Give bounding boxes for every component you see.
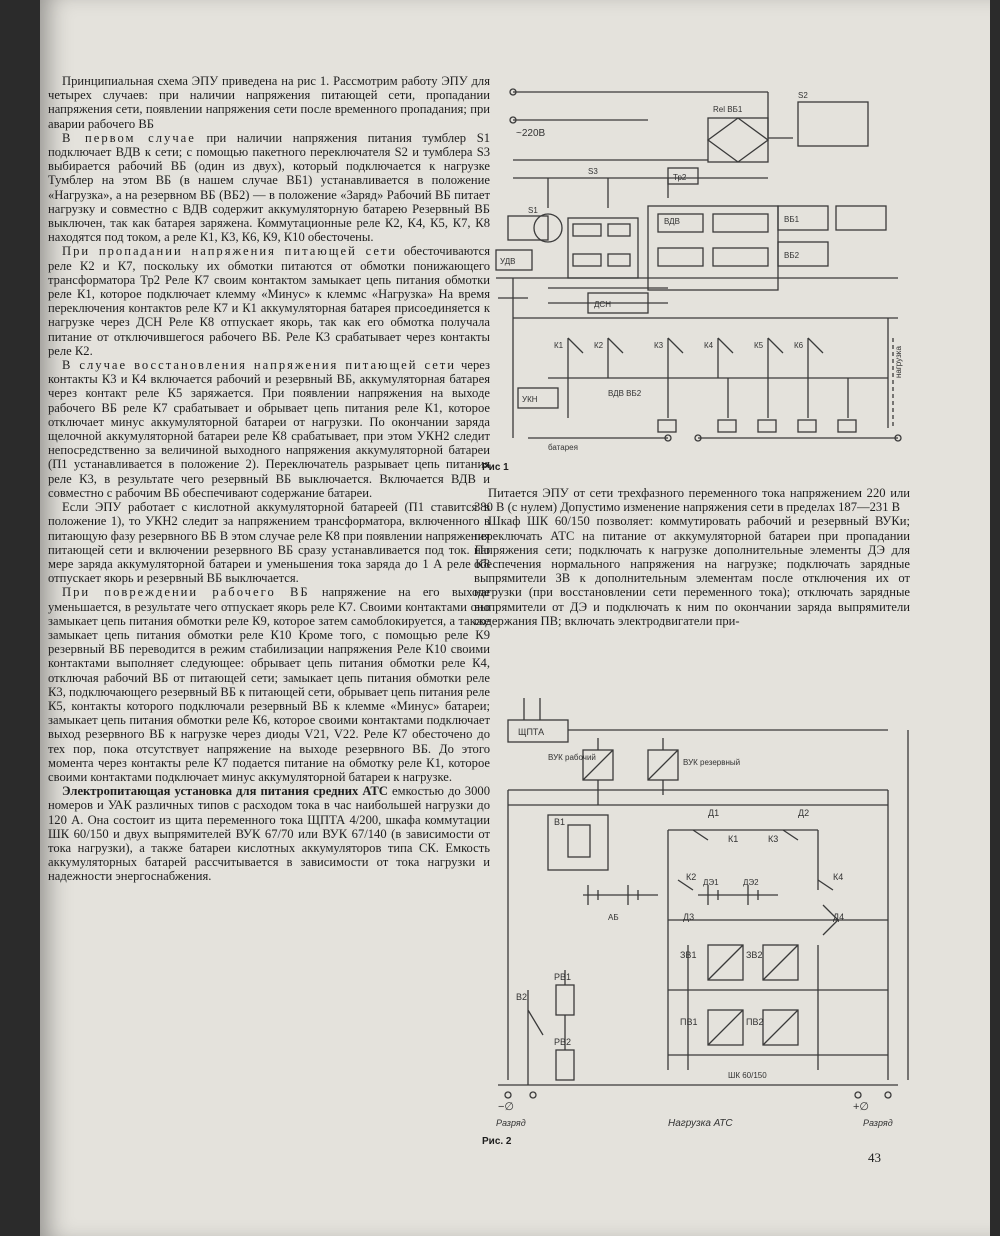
fig2-shk-label: ШК 60/150 [728,1071,767,1080]
fig2-b1: В1 [554,817,566,827]
medium-ats-text: емкостью до 3000 номеров и УАК различных типов с расходом тока в час наибольшей нагрузки до 120 А. Она состоит из щита переменного тока ЩПТА 4/200, шкафа коммутации ШК 60/150 и двух выпрямителей ВУК 67/70 или ВУК 67/140 (в зависимости от тока нагрузки), а также батареи кислотных аккумуляторов типа СК. Емкость аккумуляторных батарей рассчитывается в зависимости от тока нагрузки и надежности энергоснабжения. [48,784,490,884]
fig1-k3: К3 [654,341,664,350]
figure-2-schematic [468,690,913,1130]
fig2-k3: К3 [768,834,779,844]
paragraph-case2 [48,244,490,358]
fig2-discharge-right: Разряд [863,1118,893,1128]
fig1-rel-label: Rel ВБ1 [713,105,743,114]
fig1-ukn-label: УКН [522,395,538,404]
fig1-k1: К1 [554,341,564,350]
fig1-k6: К6 [794,341,804,350]
paragraph-shk-cabinet: Шкаф ШК 60/150 позволяет: коммутировать рабочий и резервный ВУКи; переключать АТС на питание от аккумуляторной батареи при пропадании напряжения сети; подключать к нагрузке дополнительные элементы ДЭ для обеспечения нормального напряжения на нагрузке; подключать зарядные выпрямители ЗВ к дополнительным элементам после отключения их от нагрузки (при восстановлении сети переменного тока); отключать зарядные выпрямители от ДЭ и подключать к ним по окончании заряда выпрямители содержания ПВ; включать электродвигатели при- [474,514,910,628]
figure-2-caption: Рис. 2 [482,1136,512,1147]
fig2-zv1: ЗВ1 [680,950,697,960]
fig2-rv1: РВ1 [554,972,572,982]
fig2-pv1: ПВ1 [680,1017,698,1027]
case1-text: при наличии напряжения питания тумблер S1 подключает ВДВ к сети; с помощью пакетного переключателя S2 и тумблера S3 выбирается рабочий ВБ (один из двух), который подключается к нагрузке Тумблер на этом ВБ (в нашем случае ВБ1) устанавливается в положение «Нагрузка», а на резервном ВБ (ВБ2) — в положение «Заряд» Рабочий ВБ питает нагрузку и совместно с ВДВ содержит аккумуляторную батарею Резервный ВБ выключен, так как батарея заряжена. Коммутационные реле К2, К4, К5, К7, К8 находятся под током, а реле К1, К3, К6, К9, К10 обесточены. [48,130,490,245]
fig1-vb1-label: ВБ1 [784,215,800,224]
fig2-ab: АБ [608,913,619,922]
fig1-k4: К4 [704,341,714,350]
fig1-load-label: нагрузка [894,346,903,378]
paragraph-case4 [48,585,490,784]
fig2-zv2: ЗВ2 [746,950,763,960]
fig2-vuk-res-label: ВУК резервный [683,758,741,767]
fig2-discharge-left: Разряд [496,1118,526,1128]
paragraph-intro: Принципиальная схема ЭПУ приведена на рис 1. Рассмотрим работу ЭПУ для четырех случаев: при наличии напряжения питающей сети, пропадании напряжения сети, появлении напряжения сети после временного пропадания; при аварии рабочего ВБ [48,74,490,131]
case4-text: напряжение на его выходе уменьшается, в результате чего отпускает якорь реле К7. Своими контактами оно замыкает цепь питания обмотки реле К9, которое затем самоблокируется, а также замыкает цепь питания обмотки реле К10 Кроме того, с помощью реле К9 резервный ВБ переводится в режим стабилизации напряжения Реле К10 своими контактами выполняет следующее: обрывает цепь питания обмотки реле К4, отключая рабочий ВБ от питающей сети; замыкает цепь питания обмотки реле К3, подключающего резервный ВБ к питающей сети, обрывает цепь питания реле К5, контакты которого подключали резервный ВБ к клемме «Минус» батареи; замыкает цепь питания обмотки реле К6, которое своими контактами подключает выход резервного ВБ к нагрузке через диоды V21, V22. Реле К7 обесточено до тех пор, пока отсутствует напряжение на выходе резервного ВБ. До этого момента через контакты реле К7 подается питание на обмотку реле К1, которое своими контактами подключает минус аккумуляторной батареи к нагрузке. [48,585,490,784]
figure-1-schematic [468,78,908,453]
fig2-plus-terminal: +∅ [853,1101,870,1113]
left-text-column [48,74,490,884]
fig2-b2: В2 [516,992,528,1002]
fig1-udv-label: УДВ [500,257,516,266]
figure-1-caption: Рис 1 [482,462,509,473]
fig2-d3: Д3 [683,912,695,922]
fig1-vdv-label: ВДВ [664,217,680,226]
paragraph-case1 [48,131,490,245]
fig2-pv2: ПВ2 [746,1017,764,1027]
case2-lead: При пропадании напряжения питающей сети [62,244,398,259]
fig2-de1: ДЭ1 [703,878,719,887]
fig1-s2: S2 [798,91,808,100]
fig1-s1: S1 [528,206,538,215]
fig2-minus-terminal: −∅ [498,1101,515,1113]
paragraph-acid-battery: Если ЭПУ работает с кислотной аккумуляторной батареей (П1 ставится в положение 1), то УКН2 следит за напряжением трансформатора, включенного в питающую фазу резервного ВБ В этом случае реле К8 при появлении напряжения питающей сети и включении резервного ВБ сразу устанавливается под ток. По мере заряда аккумуляторной батареи и уменьшения тока заряда до 1 А реле К8 отпускает якорь и резервный ВБ выключается. [48,500,490,586]
case3-lead: В случае восстановления напряжения питающей сети [62,358,457,373]
medium-ats-lead: Электропитающая установка для питания средних АТС [62,784,388,799]
paragraph-case3 [48,358,490,500]
paragraph-medium-ats [48,784,490,883]
fig1-mains-label: ~220В [516,128,546,139]
fig2-k1: К1 [728,834,739,844]
fig1-k2: К2 [594,341,604,350]
case4-lead: При повреждении рабочего ВБ [62,585,310,600]
fig1-s3: S3 [588,167,598,176]
case2-text: обесточиваются реле К2 и К7, поскольку их обмотки питаются от обмотки понижающего трансформатора Тр2 Реле К7 своим контактом замыкает цепь питания обмотки реле К1, которое подключает клемму «Минус» к клеммс «Нагрузка» На время переключения контактов реле К7 и К1 аккумуляторная батарея присоединяется к нагрузке через ДСН Реле К8 отпускает якорь, так как его обмотка получала питание от отключившегося рабочего ВБ. Реле К3 срабатывает через контакты реле К2. [48,244,490,358]
fig2-vuk-work-label: ВУК рабочий [548,753,596,762]
fig2-d4: Д4 [833,912,845,922]
fig1-k5: К5 [754,341,764,350]
case1-lead: В первом случае [62,130,196,145]
fig2-de2: ДЭ2 [743,878,759,887]
case3-text: через контакты К3 и К4 включается рабочий и резервный ВБ, аккумуляторная батарея через контакт реле К5 заряжается. При появлении напряжения на выходе рабочего ВБ реле К7 срабатывает и обрывает цепь питания реле К1, которое отключает минус аккумуляторной батареи от нагрузки. По окончании заряда щелочной аккумуляторной батареи реле К8 срабатывает, при этом УКН2 следит непосредственно за величиной выходного напряжения аккумуляторной батареи (П1 устанавливается в положение 2). Переключатель разрывает цепь питания реле К3, в результате чего резервный ВБ выключается. Включается ВДВ и совместно с рабочим ВБ обеспечивают содержание батареи. [48,358,490,500]
fig1-tr: Тр2 [673,173,687,182]
fig1-vb2-label: ВБ2 [784,251,800,260]
fig1-vk-label: ВДВ ВБ2 [608,389,642,398]
fig1-dsn-label: ДСН [594,300,611,309]
right-text-column [474,486,910,628]
paragraph-power-supply: Питается ЭПУ от сети трехфазного переменного тока напряжением 220 или 380 В (с нулем) Допустимо изменение напряжения сети в пределах 187—231 В [474,486,910,515]
fig2-rv2: РВ2 [554,1037,572,1047]
fig2-load-label: Нагрузка АТС [668,1118,733,1129]
fig1-battery-label: батарея [548,443,578,452]
fig2-d1: Д1 [708,808,720,818]
fig2-d2: Д2 [798,808,810,818]
fig2-shpta-label: ЩПТА [518,727,545,737]
fig2-k2: К2 [686,872,697,882]
fig2-k4: К4 [833,872,844,882]
page-number: 43 [868,1150,881,1165]
